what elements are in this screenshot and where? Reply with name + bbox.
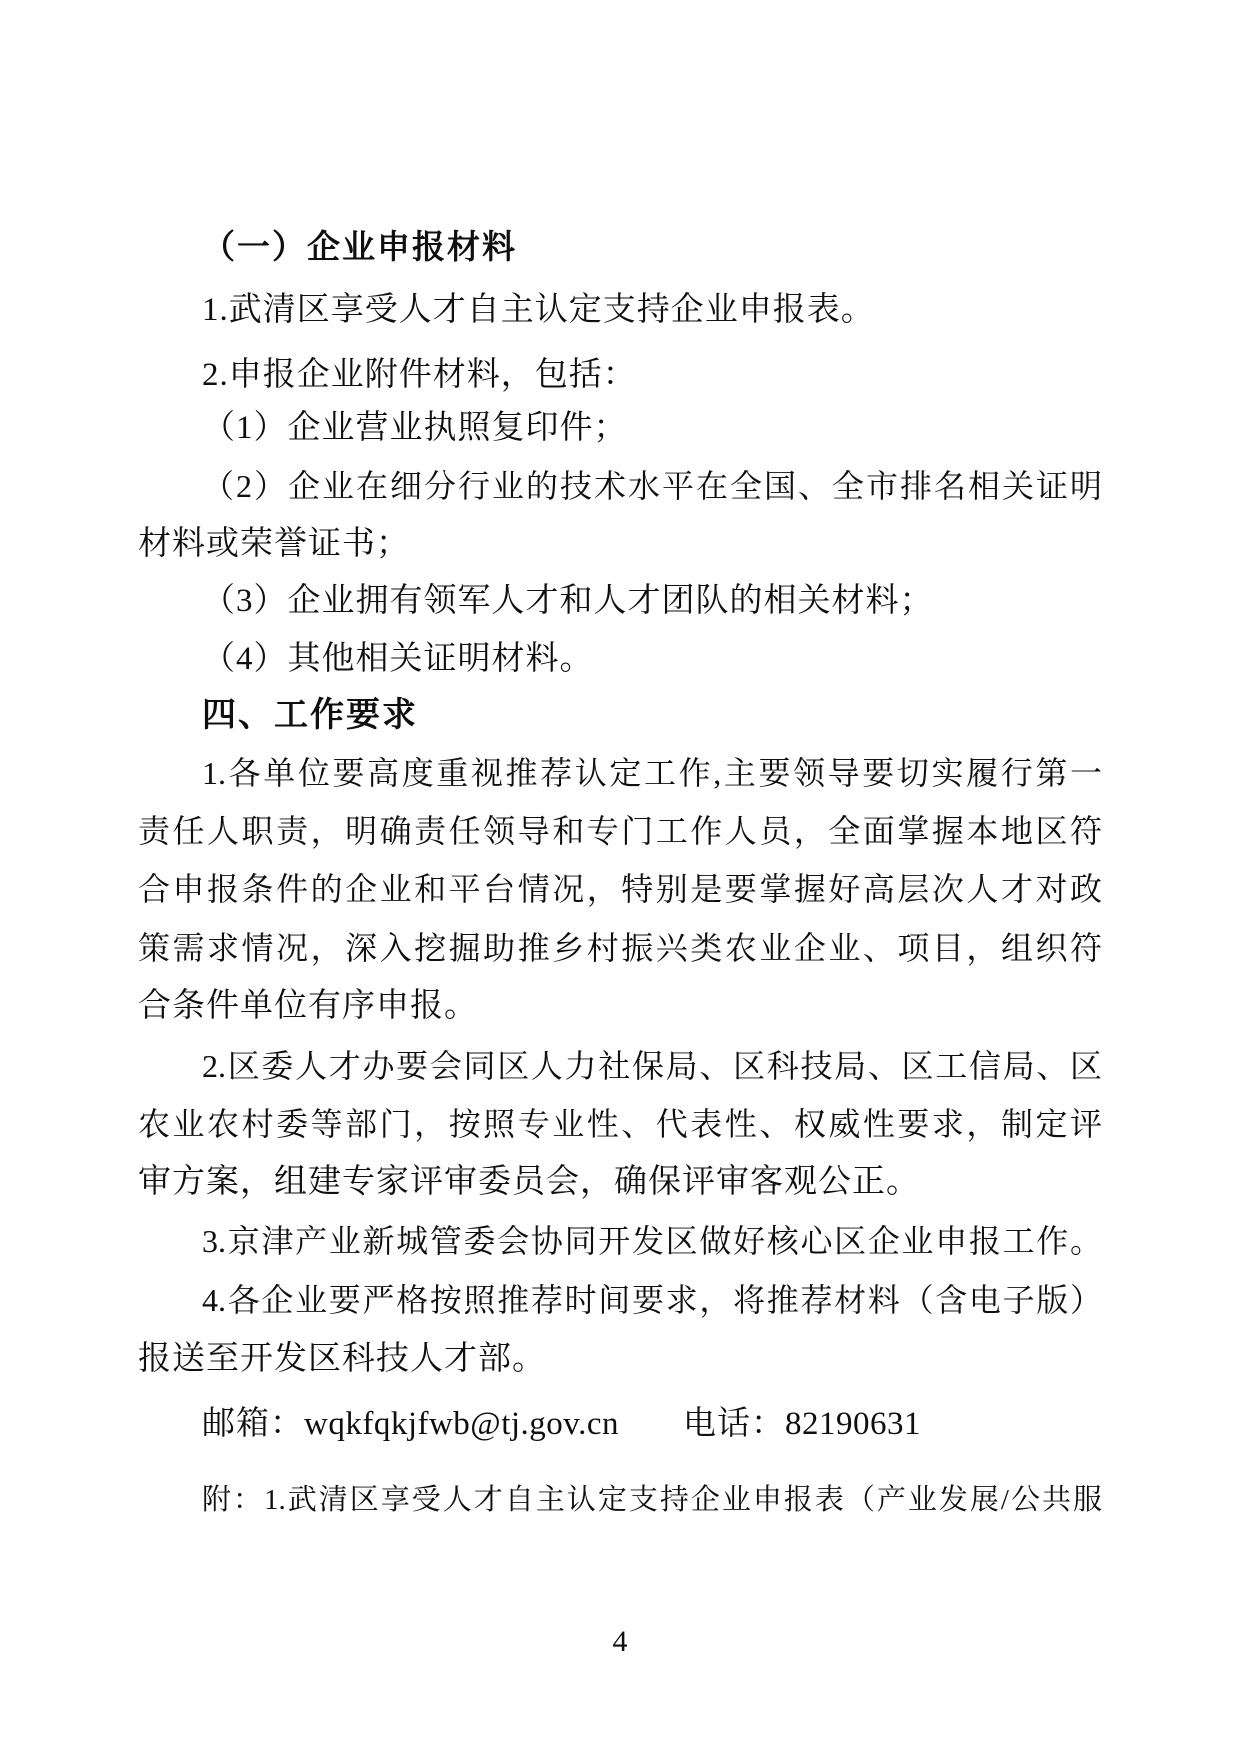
paragraph-line: 2.申报企业附件材料，包括： (202, 357, 637, 393)
paragraph-line: 责任人职责，明确责任领导和专门工作人员，全面掌握本地区符 (138, 813, 1102, 849)
list-item-line: （1）企业营业执照复印件； (202, 410, 628, 446)
subsection-heading: （一）企业申报材料 (202, 230, 517, 266)
email-label: 邮箱： (202, 1406, 304, 1442)
paragraph-line: 1.武清区享受人才自主认定支持企业申报表。 (202, 292, 875, 328)
paragraph-line: 策需求情况，深入挖掘助推乡村振兴类农业企业、项目，组织符 (138, 930, 1102, 966)
email-address: wqkfqkjfwb@tj.gov.cn (304, 1406, 620, 1442)
paragraph-line: 农业农村委等部门，按照专业性、代表性、权威性要求，制定评 (138, 1106, 1102, 1142)
contact-line (138, 1395, 1102, 1453)
list-item-line: （4）其他相关证明材料。 (202, 641, 594, 677)
page-number: 4 (612, 1625, 628, 1658)
phone-number: 82190631 (785, 1406, 922, 1442)
paragraph-line: 审方案，组建专家评审委员会，确保评审客观公正。 (138, 1164, 920, 1200)
paragraph-line: 1.各单位要高度重视推荐认定工作,主要领导要切实履行第一 (202, 755, 1102, 791)
list-item-line: （3）企业拥有领军人才和人才团队的相关材料； (202, 583, 934, 619)
paragraph-line: 3.京津产业新城管委会协同开发区做好核心区企业申报工作。 (202, 1223, 1102, 1259)
appendix-line: 附：1.武清区享受人才自主认定支持企业申报表（产业发展/公共服 (202, 1484, 1102, 1516)
paragraph-line: 合申报条件的企业和平台情况，特别是要掌握好高层次人才对政 (138, 871, 1102, 907)
list-item-line: 材料或荣誉证书； (138, 526, 410, 562)
paragraph-line: 合条件单位有序申报。 (138, 988, 478, 1024)
list-item-line: （2）企业在细分行业的技术水平在全国、全市排名相关证明 (202, 468, 1102, 504)
paragraph-line: 4.各企业要严格按照推荐时间要求，将推荐材料（含电子版） (202, 1282, 1102, 1318)
paragraph-line: 2.区委人才办要会同区人力社保局、区科技局、区工信局、区 (202, 1048, 1102, 1084)
paragraph-line: 报送至开发区科技人才部。 (138, 1341, 546, 1377)
section-heading: 四、工作要求 (202, 696, 418, 734)
phone-label: 电话： (683, 1406, 786, 1442)
